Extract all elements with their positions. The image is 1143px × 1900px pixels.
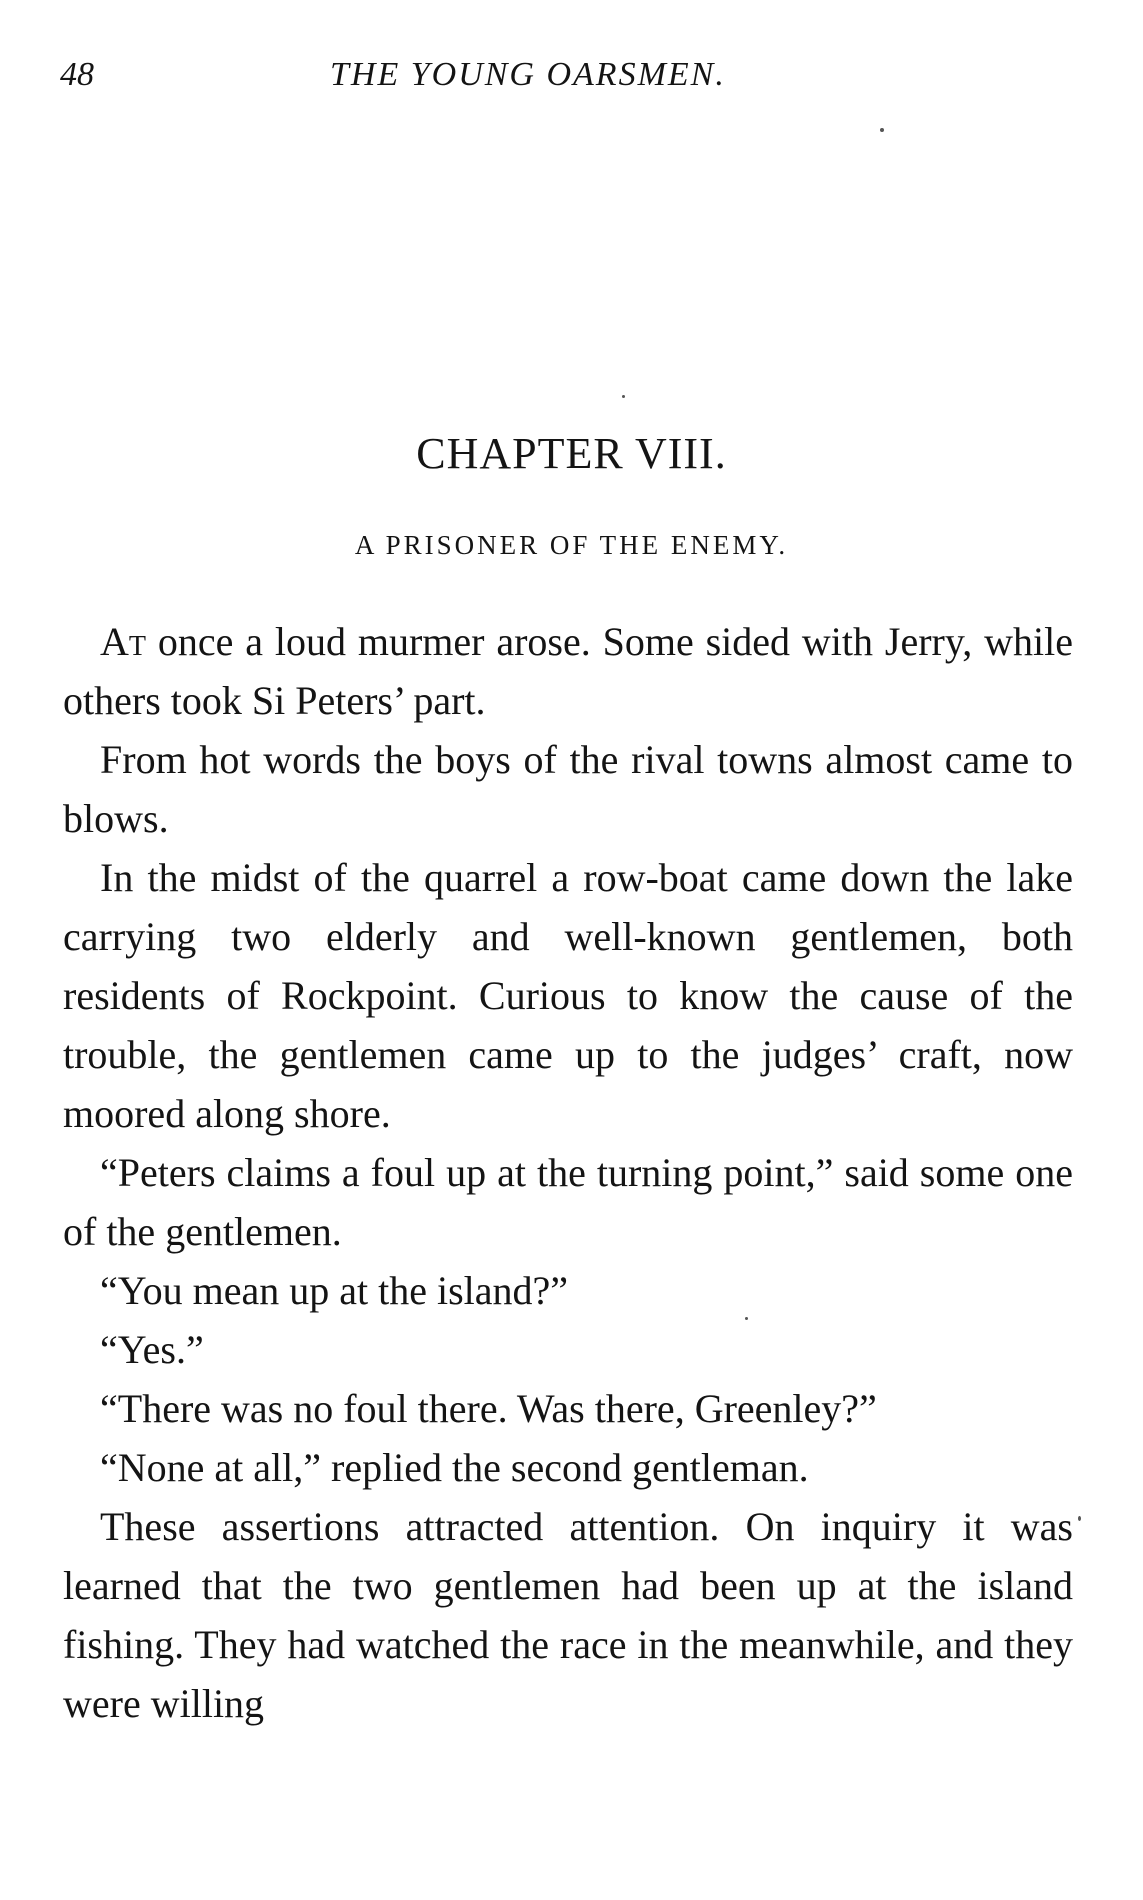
- paragraph-text: From hot words the boys of the rival towns almost came to blows.: [63, 737, 1073, 841]
- paragraph: [63, 848, 1073, 1143]
- paragraph-text: “None at all,” replied the second gentleman.: [100, 1445, 809, 1490]
- paragraph-text: In the midst of the quarrel a row-boat came down the lake carrying two elderly and well-known gentlemen, both residents of Rockpoint. Curious to know the cause of the trouble, the gentlemen came up to the judges’ craft, now moored along shore.: [63, 855, 1073, 1136]
- scan-speck: [1078, 1516, 1081, 1521]
- paragraph-text: These assertions attracted attention. On inquiry it was learned that the two gentlemen had been up at the island fishing. They had watched the race in the meanwhile, and they were willing: [63, 1504, 1073, 1726]
- paragraph-text: “Peters claims a foul up at the turning point,” said some one of the gentlemen.: [63, 1150, 1073, 1254]
- paragraph-text: once a loud murmer arose. Some sided with Jerry, while others took Si Peters’ part.: [63, 619, 1073, 723]
- paragraph: [63, 1143, 1073, 1261]
- paragraph: [63, 612, 1073, 730]
- scan-speck: [622, 395, 625, 398]
- paragraph-text: “There was no foul there. Was there, Greenley?”: [100, 1386, 877, 1431]
- scan-speck: [880, 128, 884, 132]
- paragraph: [63, 1438, 1073, 1497]
- chapter-heading: CHAPTER VIII.: [416, 429, 727, 478]
- paragraph-text: “You mean up at the island?”: [100, 1268, 569, 1313]
- running-head: [60, 56, 1080, 106]
- running-title: THE YOUNG OARSMEN.: [330, 56, 726, 93]
- paragraph-lead-word: At: [100, 619, 146, 664]
- paragraph: [63, 1379, 1073, 1438]
- paragraph: [63, 1497, 1073, 1733]
- paragraph: [63, 730, 1073, 848]
- paragraph: [63, 1320, 1073, 1379]
- paragraph-text: “Yes.”: [100, 1327, 204, 1372]
- chapter-subtitle: A PRISONER OF THE ENEMY.: [354, 530, 789, 560]
- body-text: [63, 612, 1073, 1733]
- paragraph: [63, 1261, 1073, 1320]
- scan-speck: [745, 1317, 748, 1320]
- page-number: 48: [60, 56, 94, 93]
